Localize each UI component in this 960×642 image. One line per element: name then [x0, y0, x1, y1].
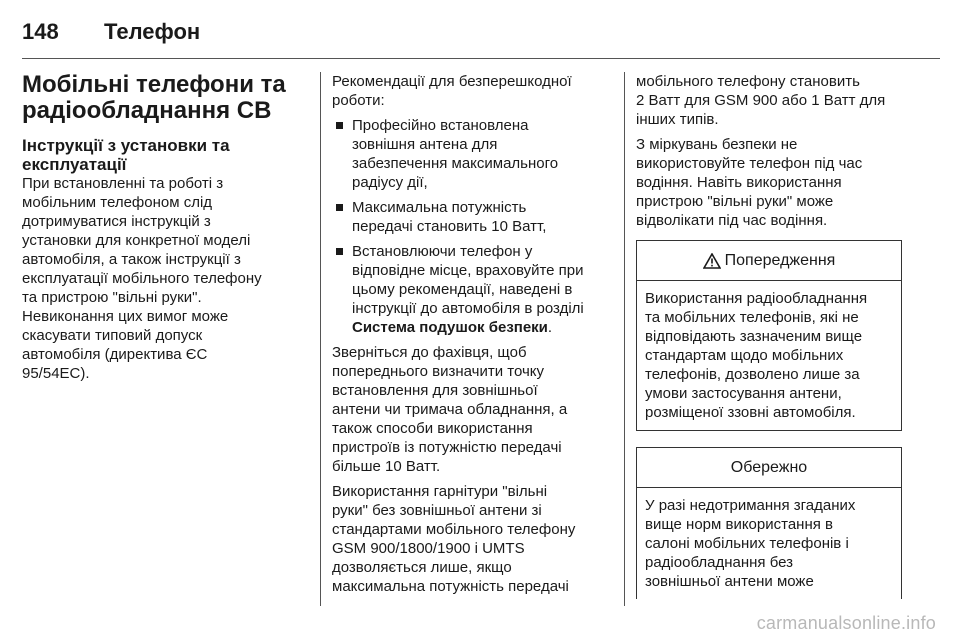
column-divider-2	[624, 72, 625, 606]
column-2	[332, 72, 608, 596]
installation-paragraph: При встановленні та роботі з мобільним телефоном слід дотримуватися інструкцій з установки для конкретної моделі автомобіля, а також інструкції з експлуатації мобільного телефону та пристрою "вільні руки". Невиконання цих вимог може скасувати типовий допуск автомобіля (директива ЄС 95/54EC).	[22, 175, 262, 382]
warning-triangle-icon	[703, 253, 721, 269]
specialist-paragraph: Зверніться до фахівця, щоб попереднього визначити точку встановлення для зовнішньої антени чи тримача обладнання, а також способи використання пристроїв із потужністю передачі більше 10 Ватт.	[332, 344, 568, 475]
bullet-square-icon	[336, 204, 343, 211]
bullet-square-icon	[336, 248, 343, 255]
list-item: Встановлюючи телефон у відповідне місце, враховуйте при цьому рекомендації, наведені в інструкції до автомобіля в розділі Система подушок безпеки.	[332, 242, 608, 337]
warning-text: Використання радіообладнання та мобільних телефонів, які не відповідають зазначеним вище стандартам щодо мобільних телефонів, дозволено лише за умови застосування антени, розміщеної ззовні автомобіля.	[645, 290, 868, 421]
column-1	[22, 72, 304, 383]
subsection-title: Інструкції з установки та експлуатації	[22, 136, 230, 174]
header-divider	[22, 58, 940, 59]
page-number: 148	[22, 19, 59, 44]
safety-paragraph: З міркувань безпеки не використовуйте телефон під час водіння. Навіть використання пристрою "вільні руки" може відволікати під час водіння.	[636, 136, 863, 229]
caution-box	[636, 447, 902, 599]
airbag-section-link: Система подушок безпеки	[352, 319, 548, 336]
power-paragraph: мобільного телефону становить 2 Ватт для GSM 900 або 1 Ватт для інших типів.	[636, 73, 886, 128]
handsfree-paragraph: Використання гарнітури "вільні руки" без зовнішньої антени зі стандартами мобільного телефону GSM 900/1800/1900 і UMTS дозволяється лише, якщо максимальна потужність передачі	[332, 483, 576, 595]
page-title: Телефон	[104, 19, 201, 44]
column-divider-1	[320, 72, 321, 606]
warning-title: Попередження	[724, 251, 836, 269]
recommendations-list	[332, 116, 608, 337]
bullet-square-icon	[336, 122, 343, 129]
list-item: Професійно встановлена зовнішня антена для забезпечення максимального радіусу дії,	[332, 116, 608, 192]
watermark: carmanualsonline.info	[756, 613, 936, 633]
caution-header	[637, 448, 901, 488]
warning-header	[637, 241, 901, 281]
column-3	[636, 72, 902, 599]
caution-text: У разі недотримання згаданих вище норм використання в салоні мобільних телефонів і радіообладнання без зовнішньої антени може	[645, 497, 856, 590]
page-header	[22, 14, 942, 50]
recommendations-intro: Рекомендації для безперешкодної роботи:	[332, 73, 572, 109]
list-item: Максимальна потужність передачі становить 10 Ватт,	[332, 198, 608, 236]
section-title: Мобільні телефони та радіообладнання СВ	[22, 71, 286, 124]
warning-box	[636, 240, 902, 431]
caution-title: Обережно	[730, 458, 808, 476]
